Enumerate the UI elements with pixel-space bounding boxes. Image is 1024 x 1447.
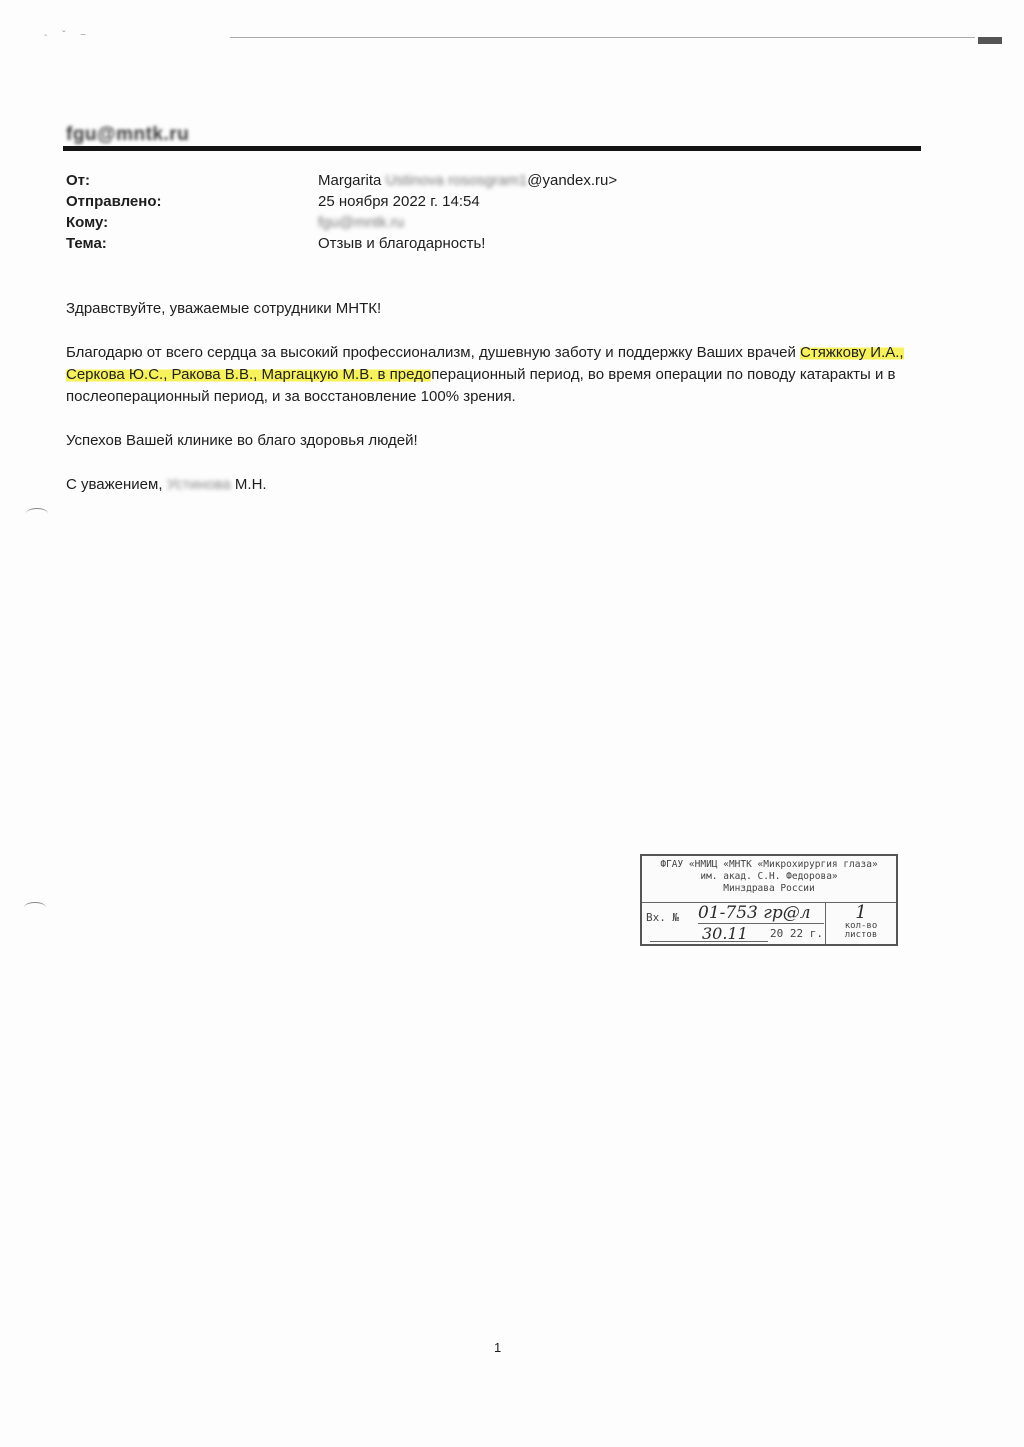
stamp-registration-fields	[642, 903, 896, 944]
stamp-count-cell	[826, 903, 896, 944]
stamp-in-number: 01-753 гр@л	[698, 903, 824, 924]
stamp-sheet-count: 1	[855, 902, 867, 923]
meta-to-row	[66, 212, 926, 233]
registration-stamp	[640, 854, 898, 946]
from-label: От:	[66, 172, 91, 189]
from-domain: @yandex.ru>	[527, 172, 618, 189]
wishes: Успехов Вашей клинике во благо здоровья людей!	[66, 432, 418, 449]
page-number: 1	[494, 1340, 502, 1355]
greeting: Здравствуйте, уважаемые сотрудники МНТК!	[66, 300, 382, 317]
sender-email-header: fgu@mntk.ru	[66, 124, 190, 145]
subject-value: Отзыв и благодарность!	[318, 235, 486, 252]
from-redacted: Ustinova rososgram1	[385, 172, 528, 189]
from-value	[318, 170, 617, 191]
stamp-organization	[642, 856, 896, 903]
gratitude-text-1: Благодарю от всего сердца за высокий профессионализм, душевную заботу и поддержку Ваших врачей	[66, 344, 796, 361]
scan-top-line	[230, 37, 975, 38]
gratitude-text-2: перационный период, во время операции по поводу катаракты и в послеоперационный период, и за восстановление 100% зрения.	[66, 366, 896, 405]
email-meta	[66, 170, 926, 254]
stamp-year: 20 22 г.	[770, 927, 823, 940]
to-value-redacted: fgu@mntk.ru	[318, 214, 405, 231]
stamp-org-line-2: им. акад. С.Н. Федорова»	[700, 871, 838, 882]
stamp-date: 30.11	[650, 924, 768, 942]
signature-line	[66, 474, 936, 496]
meta-subject-row	[66, 233, 926, 254]
punch-hole-mark	[24, 902, 46, 913]
to-label: Кому:	[66, 214, 109, 231]
signature-redacted: Устинова	[166, 476, 231, 493]
closing: С уважением,	[66, 476, 163, 493]
scan-artifact: - ˇ ~	[44, 30, 93, 41]
email-body	[66, 298, 936, 518]
sent-label: Отправлено:	[66, 193, 162, 210]
subject-label: Тема:	[66, 235, 107, 252]
signature-initials: М.Н.	[234, 476, 267, 493]
header-divider	[63, 146, 921, 151]
from-name: Margarita	[318, 172, 382, 189]
scan-corner-mark	[978, 37, 1002, 44]
highlighted-doctors: Стяжкову И.А., Серкова Ю.С., Ракова В.В., Маргацкую М.В. в предо	[66, 344, 904, 383]
stamp-number-cell	[642, 903, 826, 944]
gratitude-paragraph	[66, 342, 936, 408]
sent-value: 25 ноября 2022 г. 14:54	[318, 193, 480, 210]
stamp-sheet-label: кол-во листов	[844, 921, 878, 940]
stamp-org-line-3: Минздрава России	[723, 883, 815, 894]
stamp-org-line-1: ФГАУ «НМИЦ «МНТК «Микрохирургия глаза»	[660, 859, 878, 870]
punch-hole-mark	[26, 508, 48, 519]
meta-from-row	[66, 170, 926, 191]
meta-sent-row	[66, 191, 926, 212]
stamp-in-label: Вх. №	[646, 911, 680, 924]
